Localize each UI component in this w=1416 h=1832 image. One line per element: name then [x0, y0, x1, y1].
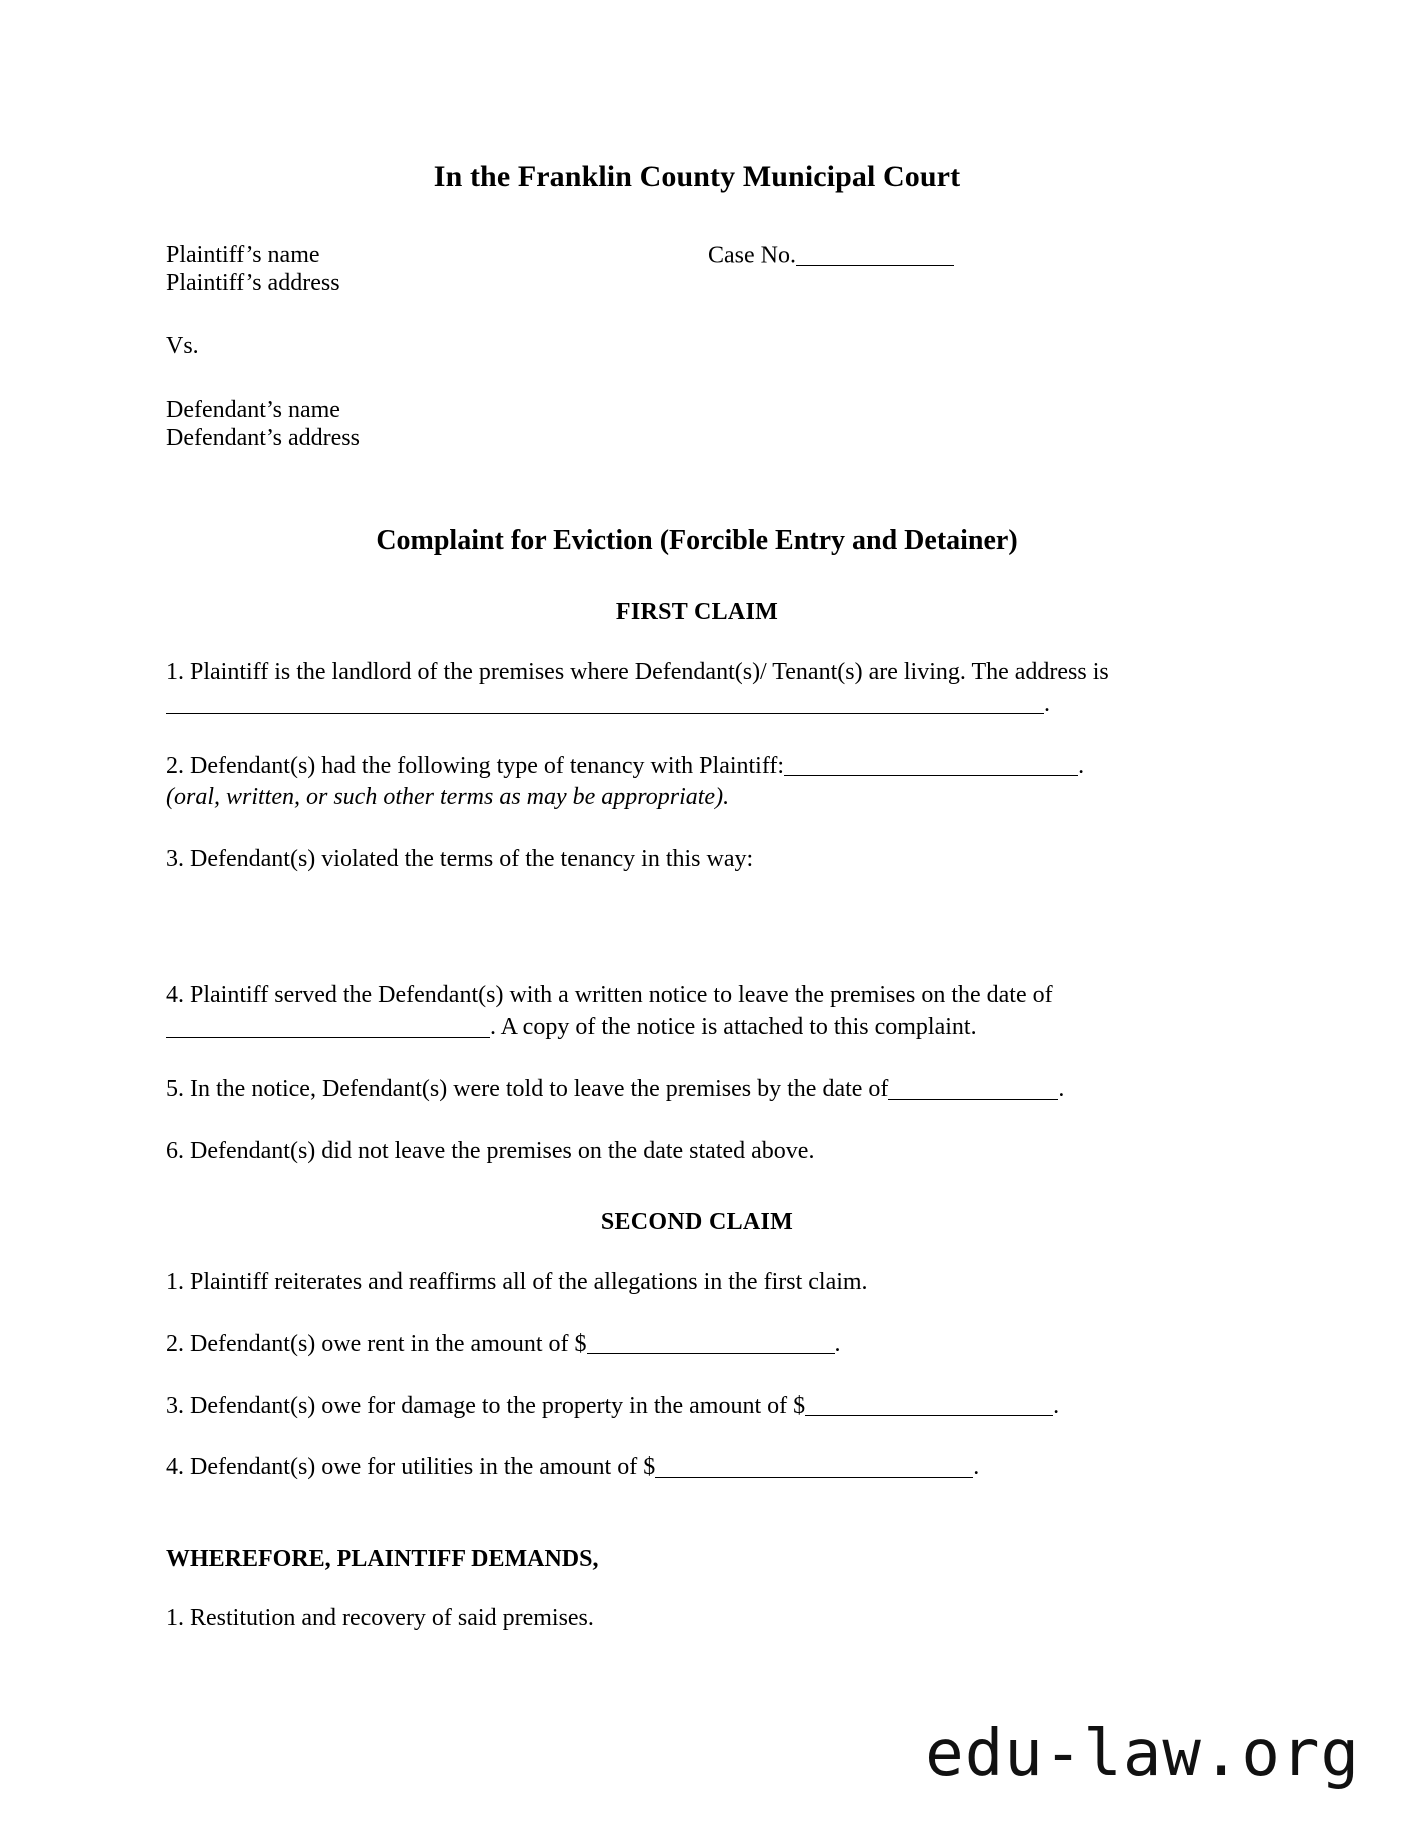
- first-claim-item-1-text: 1. Plaintiff is the landlord of the premises where Defendant(s)/ Tenant(s) are living. The address is: [166, 658, 1109, 685]
- document-title: Complaint for Eviction (Forcible Entry and Detainer): [376, 525, 1018, 557]
- defendant-name-label: Defendant’s name: [166, 396, 340, 423]
- second-claim-item-4-period: .: [973, 1454, 980, 1481]
- damage-amount-blank[interactable]: [805, 1391, 1053, 1416]
- first-claim-heading: FIRST CLAIM: [615, 598, 779, 625]
- tenancy-type-blank[interactable]: [784, 751, 1078, 776]
- demands-heading: WHEREFORE, PLAINTIFF DEMANDS,: [166, 1546, 599, 1573]
- second-claim-item-2: [166, 1299, 1228, 1361]
- first-claim-item-5: [166, 1044, 1228, 1106]
- first-claim-item-1: [166, 627, 1228, 721]
- site-watermark: edu-law.org: [925, 1717, 1360, 1791]
- case-caption: [166, 241, 1228, 453]
- court-title: In the Franklin County Municipal Court: [433, 160, 961, 193]
- second-claim-heading: SECOND CLAIM: [600, 1208, 794, 1235]
- first-claim-item-4-text: 4. Plaintiff served the Defendant(s) with a written notice to leave the premises on the date of: [166, 982, 1053, 1009]
- defendant-caption: [166, 396, 1228, 453]
- first-claim-item-6: 6. Defendant(s) did not leave the premises on the date stated above.: [166, 1137, 815, 1164]
- versus-label: Vs.: [166, 333, 199, 360]
- first-claim-item-2-period: .: [1078, 752, 1085, 779]
- second-claim-item-4: [166, 1422, 1228, 1484]
- first-claim-item-5-text: 5. In the notice, Defendant(s) were told to leave the premises by the date of: [166, 1076, 889, 1103]
- plaintiff-name-label: Plaintiff’s name: [166, 241, 320, 268]
- plaintiff-address-label: Plaintiff’s address: [166, 269, 340, 296]
- second-claim-item-1: 1. Plaintiff reiterates and reaffirms all of the allegations in the first claim.: [166, 1268, 868, 1295]
- first-claim-item-4: [166, 950, 1228, 1044]
- second-claim-item-3-text: 3. Defendant(s) owe for damage to the property in the amount of $: [166, 1392, 806, 1419]
- second-claim-item-3-period: .: [1053, 1392, 1060, 1419]
- notice-served-date-blank[interactable]: [166, 1013, 490, 1038]
- utilities-amount-blank[interactable]: [655, 1453, 973, 1478]
- second-claim-item-2-text: 2. Defendant(s) owe rent in the amount of $: [166, 1330, 587, 1357]
- first-claim-item-2: [166, 721, 1228, 783]
- case-number-label: Case No.: [708, 242, 796, 269]
- tenancy-type-note: (oral, written, or such other terms as may be appropriate).: [166, 784, 730, 811]
- second-claim-item-4-text: 4. Defendant(s) owe for utilities in the amount of $: [166, 1454, 656, 1481]
- case-number-field[interactable]: [708, 241, 954, 270]
- first-claim-item-3: 3. Defendant(s) violated the terms of the tenancy in this way:: [166, 846, 754, 873]
- second-claim-item-3: [166, 1361, 1228, 1423]
- first-claim-item-2-text: 2. Defendant(s) had the following type of tenancy with Plaintiff:: [166, 752, 785, 779]
- demands-item-1: 1. Restitution and recovery of said premises.: [166, 1605, 594, 1632]
- case-number-blank[interactable]: [796, 241, 954, 266]
- first-claim-item-5-period: .: [1058, 1076, 1065, 1103]
- rent-amount-blank[interactable]: [587, 1329, 835, 1354]
- violation-write-in-space[interactable]: [166, 876, 1228, 950]
- premises-address-blank[interactable]: [166, 689, 1044, 714]
- first-claim-item-4-tail: . A copy of the notice is attached to this complaint.: [490, 1014, 977, 1041]
- defendant-address-label: Defendant’s address: [166, 425, 360, 452]
- leave-by-date-blank[interactable]: [888, 1074, 1058, 1099]
- first-claim-item-1-period: .: [1044, 690, 1050, 717]
- document-content: [166, 0, 1228, 1635]
- second-claim-item-2-period: .: [834, 1330, 841, 1357]
